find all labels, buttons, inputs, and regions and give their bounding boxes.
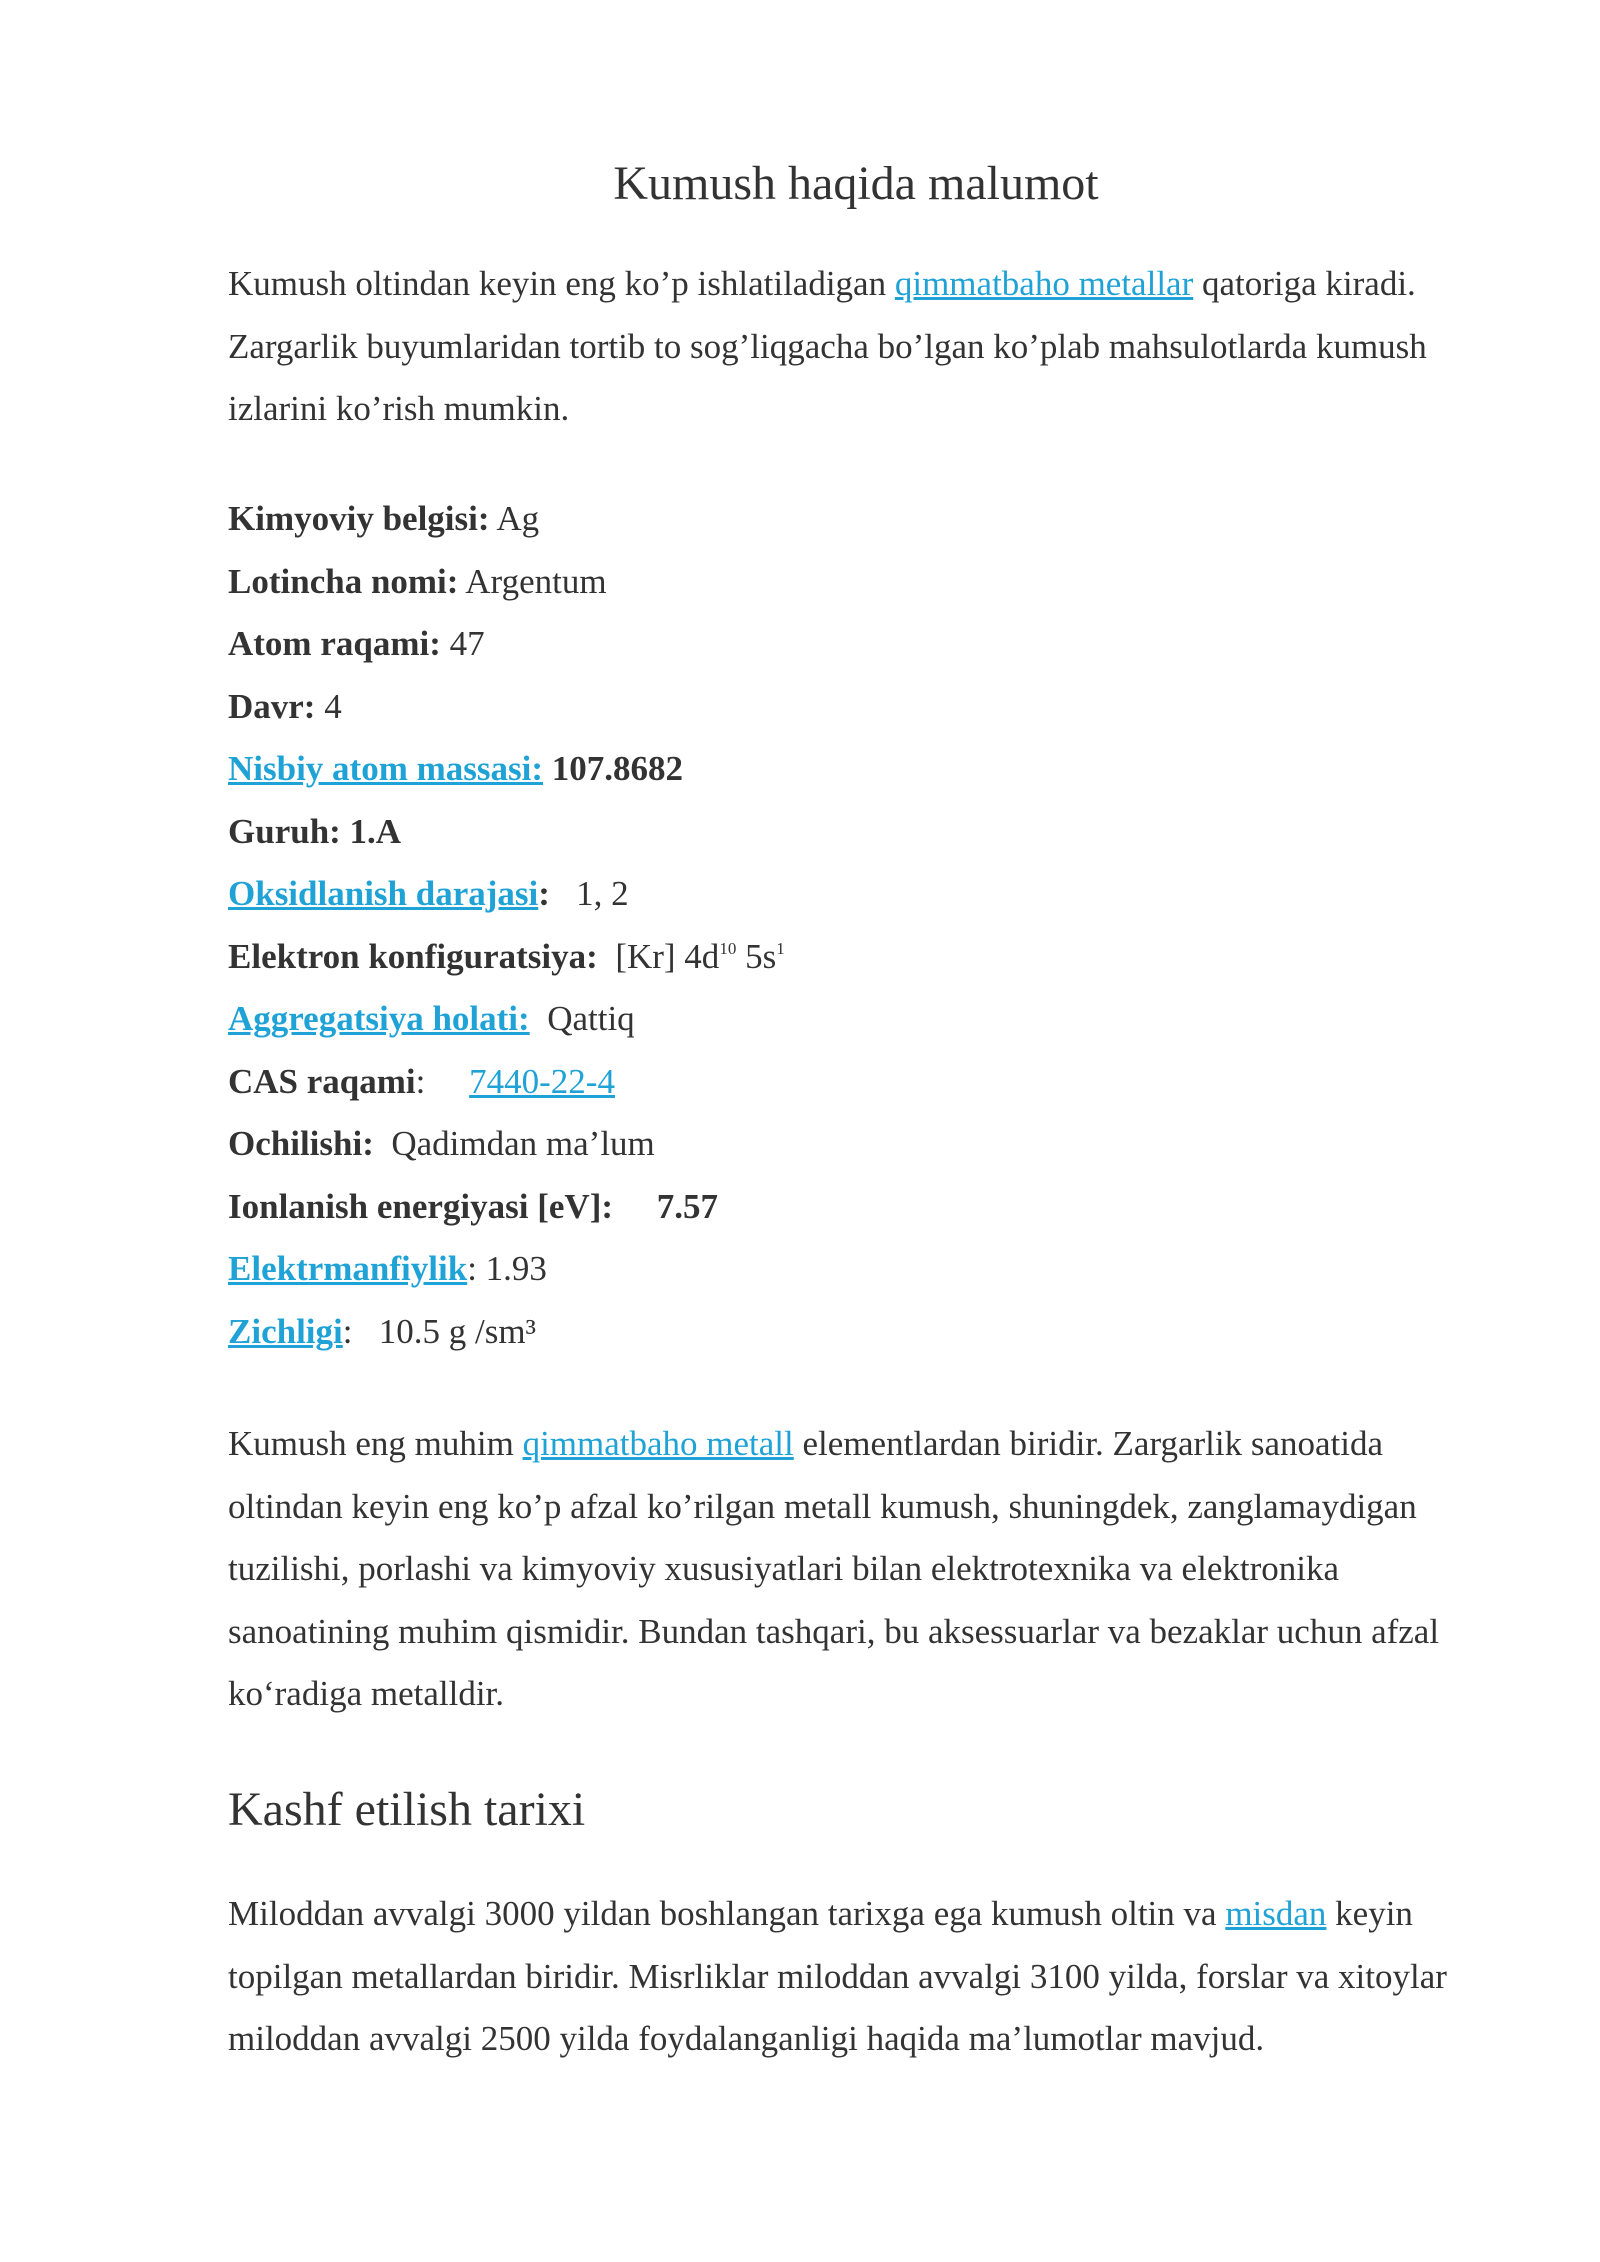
fact-period <box>228 676 1468 739</box>
atomic-mass-link[interactable]: Nisbiy atom massasi: <box>228 749 544 788</box>
fact-value: 1, 2 <box>576 874 629 913</box>
history-paragraph <box>228 1883 1468 2071</box>
fact-group <box>228 801 1468 864</box>
history-heading: Kashf etilish tarixi <box>228 1783 586 1836</box>
fact-latin-name <box>228 551 1468 614</box>
history-text-start: Miloddan avvalgi 3000 yildan boshlangan tarixga ega kumush oltin va <box>228 1894 1226 1933</box>
fact-value: Qadimdan ma’lum <box>391 1124 655 1163</box>
description-paragraph <box>228 1413 1468 1726</box>
density-link[interactable]: Zichligi <box>228 1311 343 1351</box>
fact-label: Guruh: 1.A <box>228 811 402 851</box>
fact-label: Elektron konfiguratsiya: <box>228 936 598 976</box>
fact-label: Ionlanish energiyasi [eV]: <box>228 1186 613 1226</box>
fact-value: : 1.93 <box>467 1249 547 1288</box>
facts-list <box>228 488 1468 1363</box>
electronegativity-link[interactable]: Elektrmanfiylik <box>228 1249 468 1288</box>
fact-value: 7.57 <box>656 1186 718 1226</box>
fact-atomic-number <box>228 613 1468 676</box>
fact-cas <box>228 1051 1468 1114</box>
fact-label: Kimyoviy belgisi: <box>228 499 490 538</box>
fact-discovery <box>228 1113 1468 1176</box>
fact-atomic-mass <box>228 738 1468 801</box>
fact-density <box>228 1301 1468 1364</box>
fact-value: Qattiq <box>547 999 635 1038</box>
fact-label: CAS raqami <box>228 1061 416 1101</box>
fact-value: Argentum <box>465 561 607 601</box>
fact-label: Atom raqami: <box>228 624 441 663</box>
fact-electron-config <box>228 926 1468 989</box>
fact-oxidation <box>228 863 1468 926</box>
fact-symbol <box>228 488 1468 551</box>
fact-colon: : <box>538 874 550 913</box>
config-superscript-2: 1 <box>776 938 785 958</box>
fact-value: : 10.5 g /sm³ <box>342 1311 537 1351</box>
fact-ionization <box>228 1176 1468 1239</box>
fact-electronegativity <box>228 1238 1468 1301</box>
fact-value: 107.8682 <box>551 749 684 788</box>
para-text-start: Kumush eng muhim <box>228 1424 523 1463</box>
intro-text-start: Kumush oltindan keyin eng ko’p ishlatiladigan <box>228 264 895 303</box>
fact-label: Lotincha nomi: <box>228 561 459 601</box>
history-text-end: keyin topilgan metallardan biridir. Misrliklar miloddan avvalgi 3100 yilda, forslar va xitoylar miloddan avvalgi 2500 yilda foydalanganligi haqida ma’lumotlar mavjud. <box>228 1894 1447 2058</box>
oxidation-link[interactable]: Oksidlanish darajasi <box>228 874 539 913</box>
state-link[interactable]: Aggregatsiya holati: <box>228 999 530 1038</box>
cas-number-link[interactable]: 7440-22-4 <box>469 1061 615 1101</box>
precious-metals-link[interactable]: qimmatbaho metallar <box>894 264 1194 303</box>
copper-link[interactable]: misdan <box>1225 1894 1327 1933</box>
precious-metal-link[interactable]: qimmatbaho metall <box>522 1424 794 1463</box>
page-title: Kumush haqida malumot <box>613 157 1099 210</box>
config-superscript-1: 10 <box>719 938 737 958</box>
fact-value: Ag <box>496 499 540 538</box>
intro-text-end: qatoriga kiradi. Zargarlik buyumlaridan tortib to sog’liqgacha bo’lgan ko’plab mahsulotlarda kumush izlarini ko’rish mumkin. <box>228 264 1427 428</box>
fact-value: 4 <box>324 686 342 726</box>
fact-colon: : <box>415 1061 426 1101</box>
fact-label: Davr: <box>228 686 316 726</box>
fact-value: 47 <box>449 624 485 663</box>
fact-label: Ochilishi: <box>228 1124 374 1163</box>
intro-paragraph <box>228 253 1468 441</box>
config-base: [Kr] 4d <box>615 936 720 976</box>
fact-state <box>228 988 1468 1051</box>
config-mid: 5s <box>736 936 777 976</box>
para-text-end: elementlardan biridir. Zargarlik sanoatida oltindan keyin eng ko’p afzal ko’rilgan metall kumush, shuningdek, zanglamaydigan tuzilishi, porlashi va kimyoviy xususiyatlari bilan elektrotexnika va elektronika sanoatining muhim qismidir. Bundan tashqari, bu aksessuarlar va bezaklar uchun afzal ko‘radiga metalldir. <box>228 1424 1440 1713</box>
